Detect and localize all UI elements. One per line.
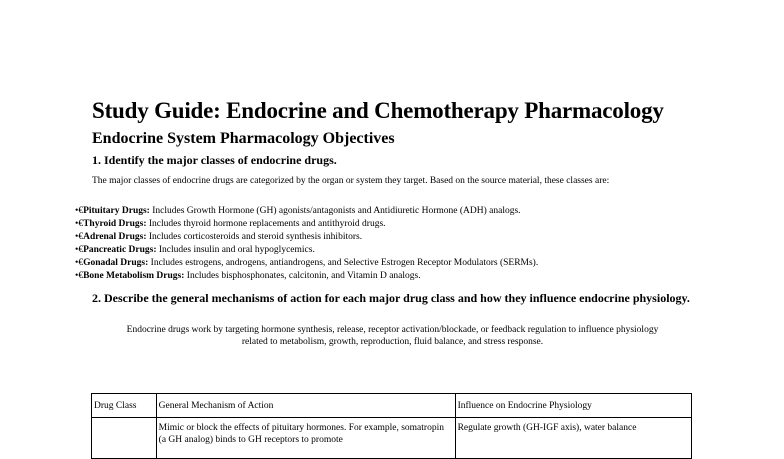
objective-1-intro: The major classes of endocrine drugs are categorized by the organ or system they target. Based on the source material, these classes are: <box>92 176 610 186</box>
objective-1-heading: 1. Identify the major classes of endocrine drugs. <box>92 153 337 167</box>
table-cell-drug-class <box>92 418 157 459</box>
list-item-label: Thyroid Drugs: <box>83 219 147 229</box>
list-item-text: Includes bisphosphonates, calcitonin, and Vitamin D analogs. <box>184 271 421 281</box>
list-item-text: Includes insulin and oral hypoglycemics. <box>156 245 315 255</box>
section-title: Endocrine System Pharmacology Objectives <box>92 130 395 147</box>
list-item <box>75 231 538 244</box>
list-item-text: Includes estrogens, androgens, antiandrogens, and Selective Estrogen Receptor Modulators (SERMs). <box>148 258 539 268</box>
list-item <box>75 244 538 257</box>
list-item-label: Gonadal Drugs: <box>83 258 149 268</box>
table-header-row <box>92 394 692 418</box>
bullet-mark: •€ <box>75 258 84 268</box>
list-item-label: Pituitary Drugs: <box>83 206 150 216</box>
column-header-mechanism: General Mechanism of Action <box>156 394 455 418</box>
list-item-label: Adrenal Drugs: <box>83 232 147 242</box>
column-header-influence: Influence on Endocrine Physiology <box>455 394 691 418</box>
page-title: Study Guide: Endocrine and Chemotherapy Pharmacology <box>92 98 664 123</box>
list-item <box>75 218 538 231</box>
bullet-mark: •€ <box>75 271 84 281</box>
table-cell-influence: Regulate growth (GH-IGF axis), water balance <box>455 418 691 459</box>
bullet-mark: •€ <box>75 219 84 229</box>
objective-2-paragraph: Endocrine drugs work by targeting hormone synthesis, release, receptor activation/blockade, or feedback regulation to influence physiology related to metabolism, growth, reproduction, fluid balance, and stress response. <box>126 325 659 347</box>
table-cell-mechanism: Mimic or block the effects of pituitary hormones. For example, somatropin (a GH analog) binds to GH receptors to promote <box>156 418 455 459</box>
list-item-label: Bone Metabolism Drugs: <box>83 271 185 281</box>
bullet-mark: •€ <box>75 206 84 216</box>
list-item-text: Includes thyroid hormone replacements and antithyroid drugs. <box>146 219 386 229</box>
objective-2-heading: 2. Describe the general mechanisms of action for each major drug class and how they influence endocrine physiology. <box>92 291 690 305</box>
list-item-label: Pancreatic Drugs: <box>83 245 157 255</box>
list-item <box>75 205 538 218</box>
list-item-text: Includes Growth Hormone (GH) agonists/antagonists and Antidiuretic Hormone (ADH) analogs. <box>149 206 521 216</box>
bullet-mark: •€ <box>75 245 84 255</box>
list-item <box>75 270 538 283</box>
drug-class-table <box>91 393 692 459</box>
bullet-mark: •€ <box>75 232 84 242</box>
list-item-text: Includes corticosteroids and steroid synthesis inhibitors. <box>146 232 363 242</box>
drug-class-list <box>75 205 538 283</box>
table-row <box>92 418 692 459</box>
list-item <box>75 257 538 270</box>
column-header-drug-class: Drug Class <box>92 394 157 418</box>
